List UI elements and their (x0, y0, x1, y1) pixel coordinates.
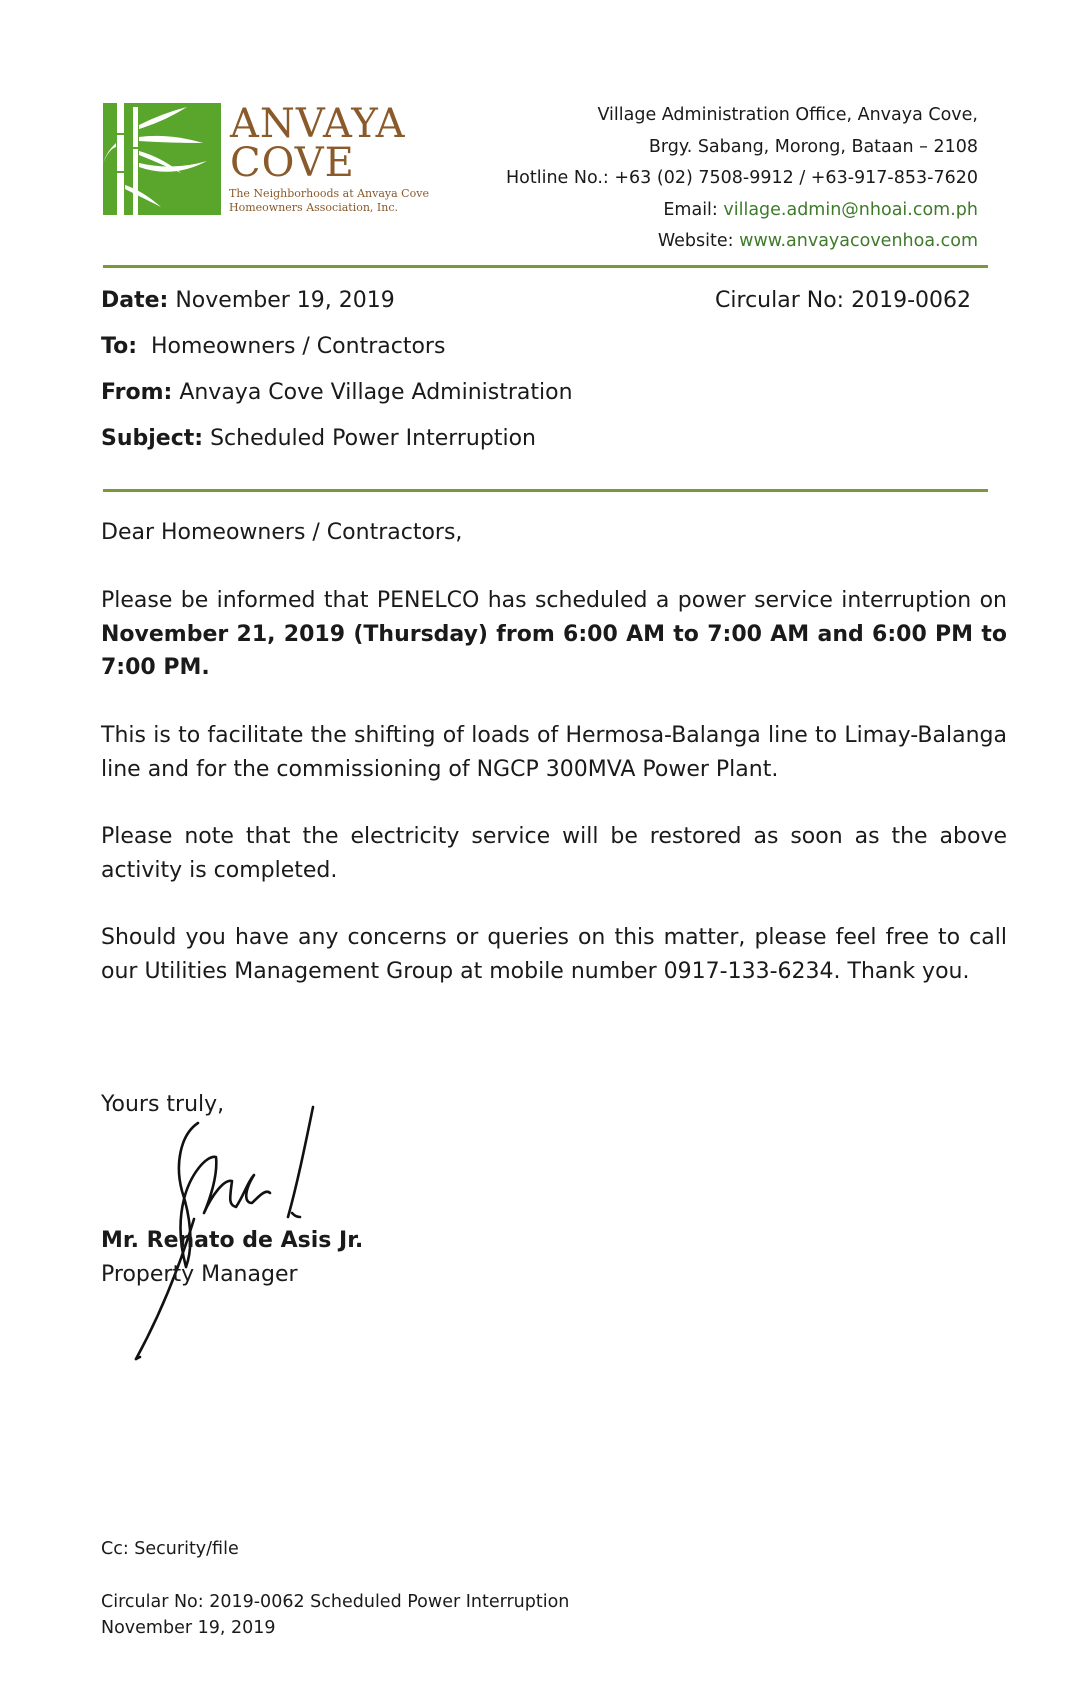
hotline: Hotline No.: +63 (02) 7508-9912 / +63-917-853-7620 (506, 168, 978, 188)
memo-from (101, 378, 573, 408)
website-line (418, 226, 978, 258)
contact-block (418, 100, 978, 258)
header-divider (103, 265, 988, 268)
memo-date (101, 286, 395, 316)
website-label: Website: (657, 231, 740, 251)
signer-title: Property Manager (101, 1262, 298, 1287)
memo-subject (101, 424, 536, 454)
subject-label: Subject: (101, 426, 204, 451)
paragraph-schedule (101, 584, 1007, 685)
footer-ref-line2: November 19, 2019 (101, 1618, 276, 1638)
memo-divider (103, 489, 988, 492)
signer-name: Mr. Renato de Asis Jr. (101, 1228, 364, 1253)
logo-tagline-line2: Homeowners Association, Inc. (229, 201, 399, 214)
date-label: Date: (101, 288, 169, 313)
paragraph-schedule-text: Please be informed that PENELCO has scheduled a power service interruption on (101, 588, 1007, 613)
paragraph-restoration: Please note that the electricity service will be restored as soon as the above activity is completed. (101, 824, 1007, 883)
circular-number: Circular No: 2019-0062 (715, 288, 971, 313)
paragraph-purpose: This is to facilitate the shifting of loads of Hermosa-Balanga line to Limay-Balanga line and for the commissioning of NGCP 300MVA Power Plant. (101, 723, 1007, 782)
paragraph-contact: Should you have any concerns or queries on this matter, please feel free to call our Utilities Management Group at mobile number 0917-133-6234. Thank you. (101, 925, 1007, 984)
address-line2: Brgy. Sabang, Morong, Bataan – 2108 (648, 136, 978, 157)
date-value: November 19, 2019 (175, 288, 395, 313)
to-value: Homeowners / Contractors (151, 334, 446, 359)
to-label: To: (101, 334, 137, 359)
logo-tagline-line1: The Neighborhoods at Anvaya Cove (229, 187, 429, 200)
from-label: From: (101, 380, 173, 405)
from-value: Anvaya Cove Village Administration (179, 380, 573, 405)
memo-to (101, 332, 445, 362)
cc-line: Cc: Security/file (101, 1539, 239, 1559)
address-line1: Village Administration Office, Anvaya Cove, (597, 105, 978, 125)
closing: Yours truly, (101, 1092, 225, 1117)
greeting: Dear Homeowners / Contractors, (101, 520, 463, 545)
email-link[interactable]: village.admin@nhoai.com.ph (723, 199, 978, 220)
email-line (418, 195, 978, 227)
footer-ref-line1: Circular No: 2019-0062 Scheduled Power Interruption (101, 1592, 570, 1612)
logo-wordmark-line2: COVE (230, 140, 355, 186)
email-label: Email: (663, 199, 724, 220)
logo-wordmark-line1: ANVAYA (230, 101, 406, 147)
bamboo-logo-icon (103, 103, 221, 215)
website-link[interactable]: www.anvayacovenhoa.com (739, 231, 978, 251)
paragraph-schedule-bold: November 21, 2019 (Thursday) from 6:00 AM to 7:00 AM and 6:00 PM to 7:00 PM. (101, 621, 1007, 680)
subject-value: Scheduled Power Interruption (210, 426, 536, 451)
footer-reference (101, 1589, 569, 1641)
